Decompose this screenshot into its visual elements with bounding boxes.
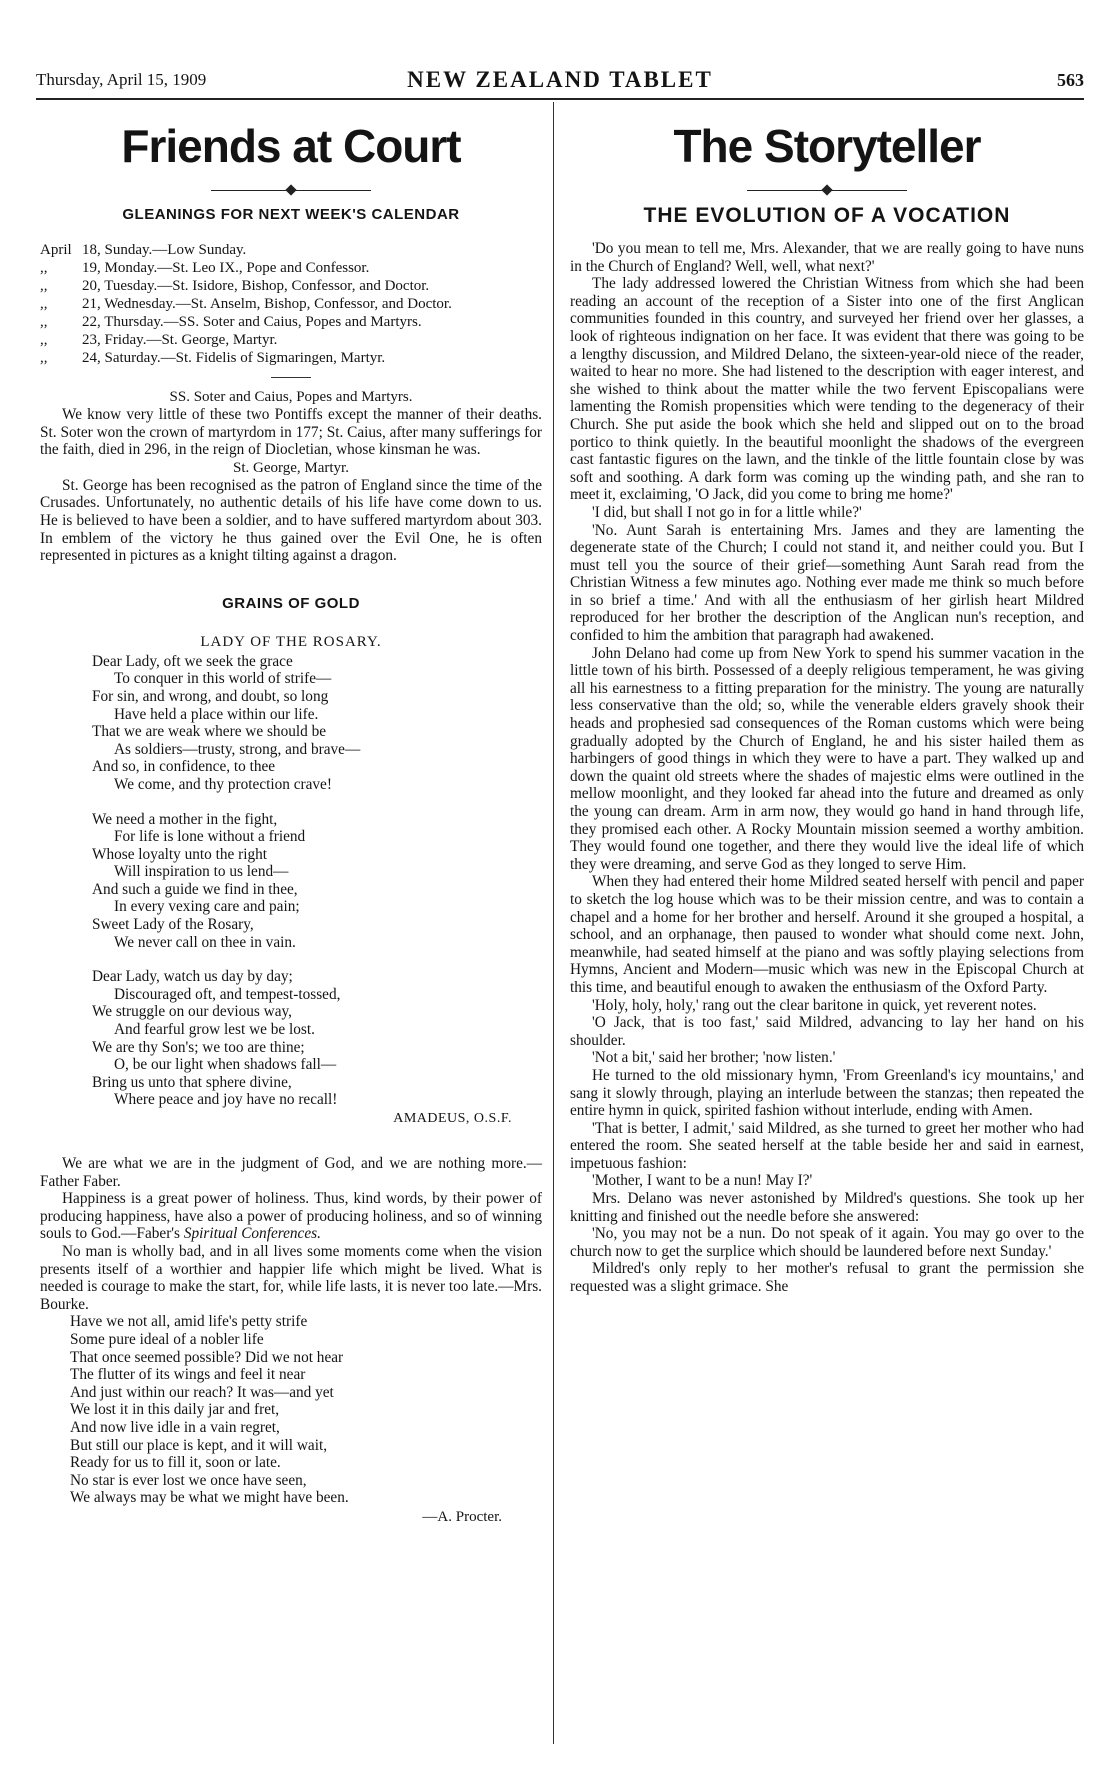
page-number: 563 — [1057, 70, 1084, 90]
story-paragraph: 'Do you mean to tell me, Mrs. Alexander, that we are really going to have nuns in the Church of England? Well, well, what next?' — [570, 240, 1084, 275]
grains-of-gold-heading: GRAINS OF GOLD — [222, 594, 360, 612]
story-paragraph: 'Mother, I want to be a nun! May I?' — [592, 1172, 813, 1190]
poem-lady-of-the-rosary: Dear Lady, oft we seek the grace To conquer in this world of strife— For sin, and wrong, and doubt, so long Have held a place within our life. That we are weak where we should be As soldiers—trusty, strong, and brave— And so, in confidence, to thee We come, and thy protection crave! We need a mother in the fight, For life is lone without a friend Whose loyalty unto the right Will inspiration to us lend— And such a guide we find in thee, In every vexing care and pain; Sweet Lady of the Rosary, We never call on thee in vain. Dear Lady, watch us day by day; Discouraged oft, and tempest-tossed, We struggle on our devious way, And fearful grow lest we be lost. We are thy Son's; we too are thine; O, be our light when shadows fall— Bring us unto that sphere divine, Where peace and joy have no recall! — [92, 652, 361, 1109]
story-paragraph: 'I did, but shall I not go in for a little while?' — [592, 503, 862, 521]
calendar-entry: ,, 19, Monday.—St. Leo IX., Pope and Confessor. — [40, 260, 370, 276]
poem-procter: Have we not all, amid life's petty strife Some pure ideal of a nobler life That once seemed possible? Did we not hear The flutter of its wings and feel it near And just within our reach? It was—and yet We lost it in this daily jar and fret, And now live idle in a vain regret, But still our place is kept, and it will wait, Ready for us to fill it, soon or late. No star is ever lost we once have seen, We always may be what we might have been. — [70, 1313, 349, 1507]
calendar-entry: April 18, Sunday.—Low Sunday. — [40, 242, 247, 258]
quote-faber: We are what we are in the judgment of God, and we are nothing more.—Father Faber. — [40, 1155, 542, 1190]
poem-attribution: AMADEUS, O.S.F. — [393, 1111, 512, 1126]
story-paragraph: Mildred's only reply to her mother's refusal to grant the permission she requested was a slight grimace. She — [570, 1260, 1084, 1296]
ornament-divider — [211, 184, 371, 198]
calendar-entry: ,, 24, Saturday.—St. Fidelis of Sigmaringen, Martyr. — [40, 350, 386, 366]
column-rule — [553, 102, 554, 1744]
story-paragraph: The lady addressed lowered the Christian Witness from which she had been reading an account of the reception of a Sister into one of the first Anglican communities founded in this country, and surveyed her friend over her glasses, a look of righteous indignation on her face. It was evident that there was going to be a lengthy discussion, and Mildred Delano, the sixteen-year-old niece of the reader, waited to hear no more. She had listened to the description with eager interest, and she wished to think about the matter while the two fervent Episcopalians were lamenting the Romish propensities which were tending to the degeneracy of their Church. She put aside the book which she held and slipped out on to the broad portico to think quietly. In the beautiful moonlight the shadows of the evergreen cast fantastic figures on the lawn, and the tinkle of the little fountain close by was soft and soothing. A dark form was coming up the winding path, and she ran to meet it, exclaiming, 'O Jack, did you come to bring me home?' — [570, 275, 1084, 504]
section-title-friends-at-court: Friends at Court — [121, 120, 461, 172]
story-paragraph: 'No. Aunt Sarah is entertaining Mrs. James and they are lamenting the degenerate state of the Church; I could not stand it, and neither could you. But I must tell you the source of their grief—something Aunt Sarah read from the Christian Witness a few minutes ago. Nothing ever made me think so much before in so brief a time.' And with all the enthusiasm of her girlish heart Mildred reproduced for her brother the description of the Anglican nun's reception, and confided to him the ambition that paragraph had awakened. — [570, 521, 1084, 645]
right-column — [570, 112, 1084, 1296]
story-paragraph: John Delano had come up from New York to spend his summer vacation in the little town of his birth. Possessed of a deeply religious temperament, he was giving all his earnestness to a fitting preparation for the ministry. The young are naturally less conservative than the old; so, while the venerable elders gravely shook their heads and prophesied sad consequences of the Roman customs which were being gradually adopted by the Church of England, he and his sister hailed them as harbingers of good things in which they were to have a part. They walked up and down the quaint old streets where the shades of majestic elms were outlined in the mellow moonlight, and they looked far ahead into the future and dreamed as only the young can dream. Arm in arm now, they would go hand in hand through life, they promised each other. A Rocky Mountain mission seemed a worthy ambition. They would found one together, and there they would live the ideal life of which they were dreaming, and serve God as they longed to serve Him. — [570, 644, 1084, 873]
newspaper-title: NEW ZEALAND TABLET — [407, 67, 713, 92]
calendar-entry: ,, 21, Wednesday.—St. Anselm, Bishop, Confessor, and Doctor. — [40, 296, 452, 312]
header-rule — [36, 98, 1084, 100]
saint-heading-george: St. George, Martyr. — [233, 459, 349, 476]
calendar-list — [40, 241, 542, 367]
story-title: THE EVOLUTION OF A VOCATION — [643, 204, 1011, 227]
story-paragraph: 'O Jack, that is too fast,' said Mildred, advancing to lay her hand on his shoulder. — [570, 1014, 1084, 1049]
saint-heading-soter-caius: SS. Soter and Caius, Popes and Martyrs. — [169, 389, 413, 405]
quote-bourke: No man is wholly bad, and in all lives some moments come when the vision presents itself of a worthier and happier life which might be lived. What is needed is courage to make the start, for, while life lasts, it is never too late.—Mrs. Bourke. — [40, 1242, 542, 1313]
issue-date: Thursday, April 15, 1909 — [36, 70, 207, 89]
story-paragraph: 'Not a bit,' said her brother; 'now listen.' — [592, 1049, 836, 1067]
story-body — [570, 240, 1084, 1296]
calendar-entry: ,, 20, Tuesday.—St. Isidore, Bishop, Confessor, and Doctor. — [40, 278, 430, 294]
quote-happiness: Happiness is a great power of holiness. Thus, kind words, by their power of producing happiness, have also a power of producing holiness, and so of winning souls to God.—Faber's Spiritual Conferences. — [40, 1190, 542, 1243]
saint-paragraph-soter-caius: We know very little of these two Pontiffs except the manner of their deaths. St. Soter won the crown of martyrdom in 177; St. Caius, after many sufferings for the faith, died in 296, in the reign of Diocletian, whose kinsman he was. — [40, 406, 542, 459]
saint-paragraph-george: St. George has been recognised as the patron of England since the time of the Crusades. Unfortunately, no authentic details of his life have come down to us. He is believed to have been a soldier, and to have suffered martyrdom about 303. In emblem of the victory he thus gained over the Evil One, he is often represented in pictures as a knight tilting against a dragon. — [40, 476, 542, 565]
story-paragraph: He turned to the old missionary hymn, 'From Greenland's icy mountains,' and sang it slowly through, playing an interlude between the stanzas; then repeated the entire hymn in quick, spirited fashion without interlude, ending with Amen. — [570, 1066, 1084, 1120]
calendar-entry: ,, 23, Friday.—St. George, Martyr. — [40, 332, 278, 348]
short-rule — [271, 377, 311, 378]
masthead — [36, 67, 1084, 98]
section-title-storyteller: The Storyteller — [673, 120, 981, 172]
procter-attribution: —A. Procter. — [422, 1508, 502, 1525]
story-paragraph: When they had entered their home Mildred seated herself with pencil and paper to sketch the log house which was to be their mission centre, and was to contain a chapel and a home for her brother and herself. Around it she grouped a hospital, a school, and an orphanage, then paused to wonder what should come next. John, meanwhile, had seated himself at the piano and was softly playing selections from Hymns, Ancient and Modern—music which was new in the Episcopal Church at this time, and beautiful enough to awaken the enthusiasm of the Oxford Party. — [570, 873, 1084, 996]
ornament-divider — [747, 184, 907, 198]
story-paragraph: Mrs. Delano was never astonished by Mildred's questions. She took up her knitting and finished out the needle before she answered: — [570, 1190, 1084, 1225]
calendar-entry: ,, 22, Thursday.—SS. Soter and Caius, Popes and Martyrs. — [40, 314, 422, 330]
story-paragraph: 'That is better, I admit,' said Mildred, as she turned to greet her mother who had entered the room. She seated herself at the table beside her and said in earnest, impetuous fashion: — [570, 1119, 1084, 1172]
left-column — [40, 112, 542, 1526]
story-paragraph: 'Holy, holy, holy,' rang out the clear baritone in quick, yet reverent notes. — [592, 996, 1037, 1014]
poem-title: LADY OF THE ROSARY. — [200, 633, 382, 650]
calendar-subhead: GLEANINGS FOR NEXT WEEK'S CALENDAR — [122, 206, 460, 223]
story-paragraph: 'No, you may not be a nun. Do not speak of it again. You may go over to the church now to get the surplice which should be laundered before next Sunday.' — [570, 1225, 1084, 1260]
